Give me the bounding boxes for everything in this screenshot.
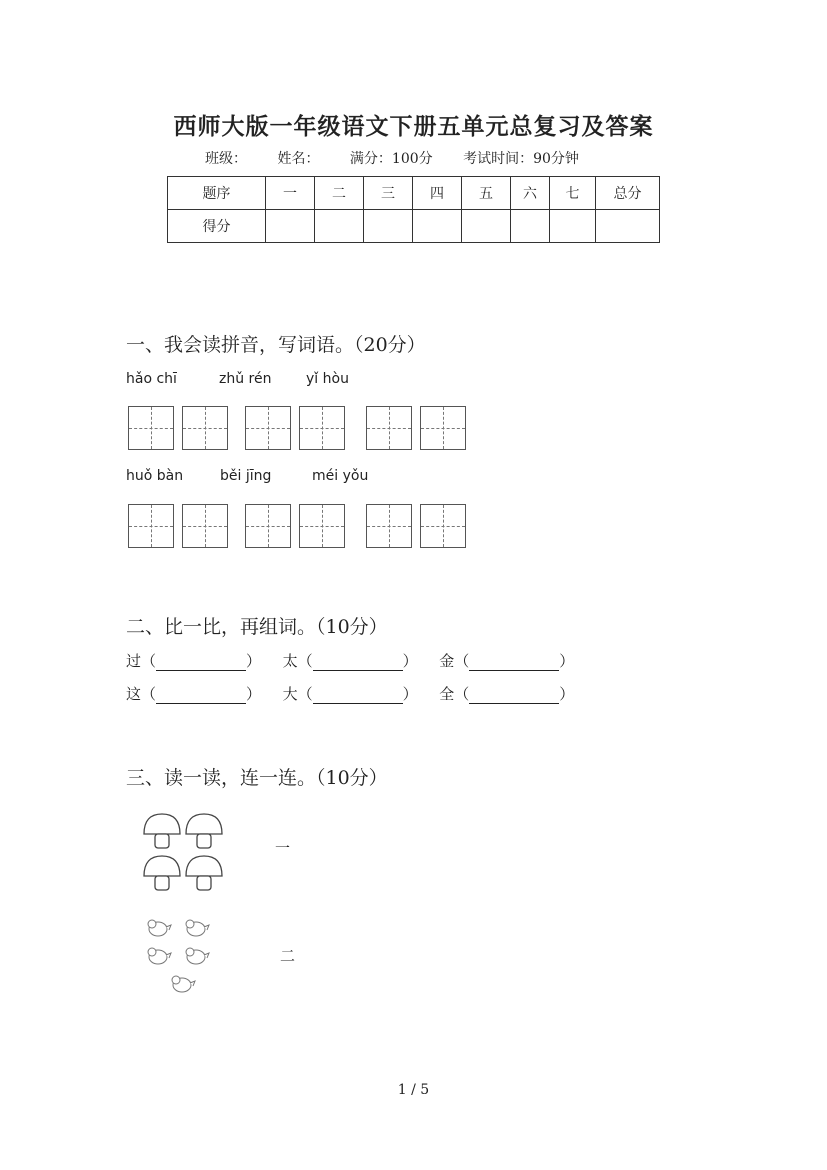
header-cell: 总分 bbox=[596, 177, 660, 210]
answer-blank[interactable] bbox=[313, 654, 403, 671]
writing-grid[interactable] bbox=[366, 406, 412, 450]
section2-heading: 二、比一比，再组词。（10分） bbox=[126, 616, 388, 638]
header-cell: 五 bbox=[462, 177, 511, 210]
writing-grid[interactable] bbox=[128, 406, 174, 450]
exam-time-label: 考试时间：90分钟 bbox=[463, 151, 579, 167]
score-table-header-row bbox=[168, 177, 660, 210]
score-table bbox=[167, 176, 660, 243]
header-cell: 题序 bbox=[168, 177, 266, 210]
writing-grid[interactable] bbox=[128, 504, 174, 548]
header-cell: 四 bbox=[413, 177, 462, 210]
writing-grid[interactable] bbox=[182, 504, 228, 548]
header-cell: 一 bbox=[266, 177, 315, 210]
page-title: 西师大版一年级语文下册五单元总复习及答案 bbox=[173, 113, 654, 140]
number-two: 二 bbox=[280, 947, 296, 965]
char: 太 bbox=[282, 652, 298, 670]
header-cell: 二 bbox=[315, 177, 364, 210]
section1-heading: 一、我会读拼音，写词语。（20分） bbox=[126, 334, 426, 356]
score-cell[interactable] bbox=[550, 210, 596, 243]
score-row-label: 得分 bbox=[168, 210, 266, 243]
writing-grid[interactable] bbox=[245, 504, 291, 548]
score-cell[interactable] bbox=[462, 210, 511, 243]
writing-grid[interactable] bbox=[420, 504, 466, 548]
answer-blank[interactable] bbox=[156, 687, 246, 704]
char: 这 bbox=[126, 685, 142, 703]
score-table-score-row bbox=[168, 210, 660, 243]
writing-grid[interactable] bbox=[420, 406, 466, 450]
char: 金 bbox=[439, 652, 455, 670]
score-cell[interactable] bbox=[315, 210, 364, 243]
writing-grid[interactable] bbox=[245, 406, 291, 450]
exam-info bbox=[205, 148, 605, 168]
answer-blank[interactable] bbox=[469, 687, 559, 704]
name-label: 姓名： bbox=[277, 151, 320, 167]
answer-blank[interactable] bbox=[469, 654, 559, 671]
score-cell[interactable] bbox=[364, 210, 413, 243]
writing-grid[interactable] bbox=[299, 504, 345, 548]
header-cell: 六 bbox=[511, 177, 550, 210]
compare-row-2: 这（ ） 大（ ） 全（ ） bbox=[126, 685, 575, 703]
full-score-label: 满分：100分 bbox=[349, 151, 433, 167]
answer-blank[interactable] bbox=[313, 687, 403, 704]
score-cell[interactable] bbox=[266, 210, 315, 243]
score-cell[interactable] bbox=[511, 210, 550, 243]
birds-picture bbox=[140, 915, 220, 1003]
pinyin-6: méi yǒu bbox=[312, 468, 369, 484]
char: 过 bbox=[126, 652, 142, 670]
score-cell[interactable] bbox=[596, 210, 660, 243]
page-number: 1 / 5 bbox=[397, 1082, 430, 1098]
answer-blank[interactable] bbox=[156, 654, 246, 671]
pinyin-1: hǎo chī bbox=[126, 371, 177, 387]
pinyin-4: huǒ bàn bbox=[126, 468, 184, 484]
header-cell: 三 bbox=[364, 177, 413, 210]
mushrooms-picture bbox=[140, 810, 226, 894]
writing-grid[interactable] bbox=[366, 504, 412, 548]
writing-grid[interactable] bbox=[182, 406, 228, 450]
class-label: 班级： bbox=[205, 151, 247, 167]
score-cell[interactable] bbox=[413, 210, 462, 243]
pinyin-5: běi jīng bbox=[220, 468, 272, 484]
writing-grid[interactable] bbox=[299, 406, 345, 450]
char: 大 bbox=[282, 685, 298, 703]
char: 全 bbox=[439, 685, 455, 703]
pinyin-3: yǐ hòu bbox=[306, 371, 349, 387]
pinyin-2: zhǔ rén bbox=[219, 371, 272, 387]
section3-heading: 三、读一读，连一连。（10分） bbox=[126, 767, 388, 789]
compare-row-1: 过（ ） 太（ ） 金（ ） bbox=[126, 652, 575, 670]
number-one: 一 bbox=[275, 839, 291, 857]
header-cell: 七 bbox=[550, 177, 596, 210]
